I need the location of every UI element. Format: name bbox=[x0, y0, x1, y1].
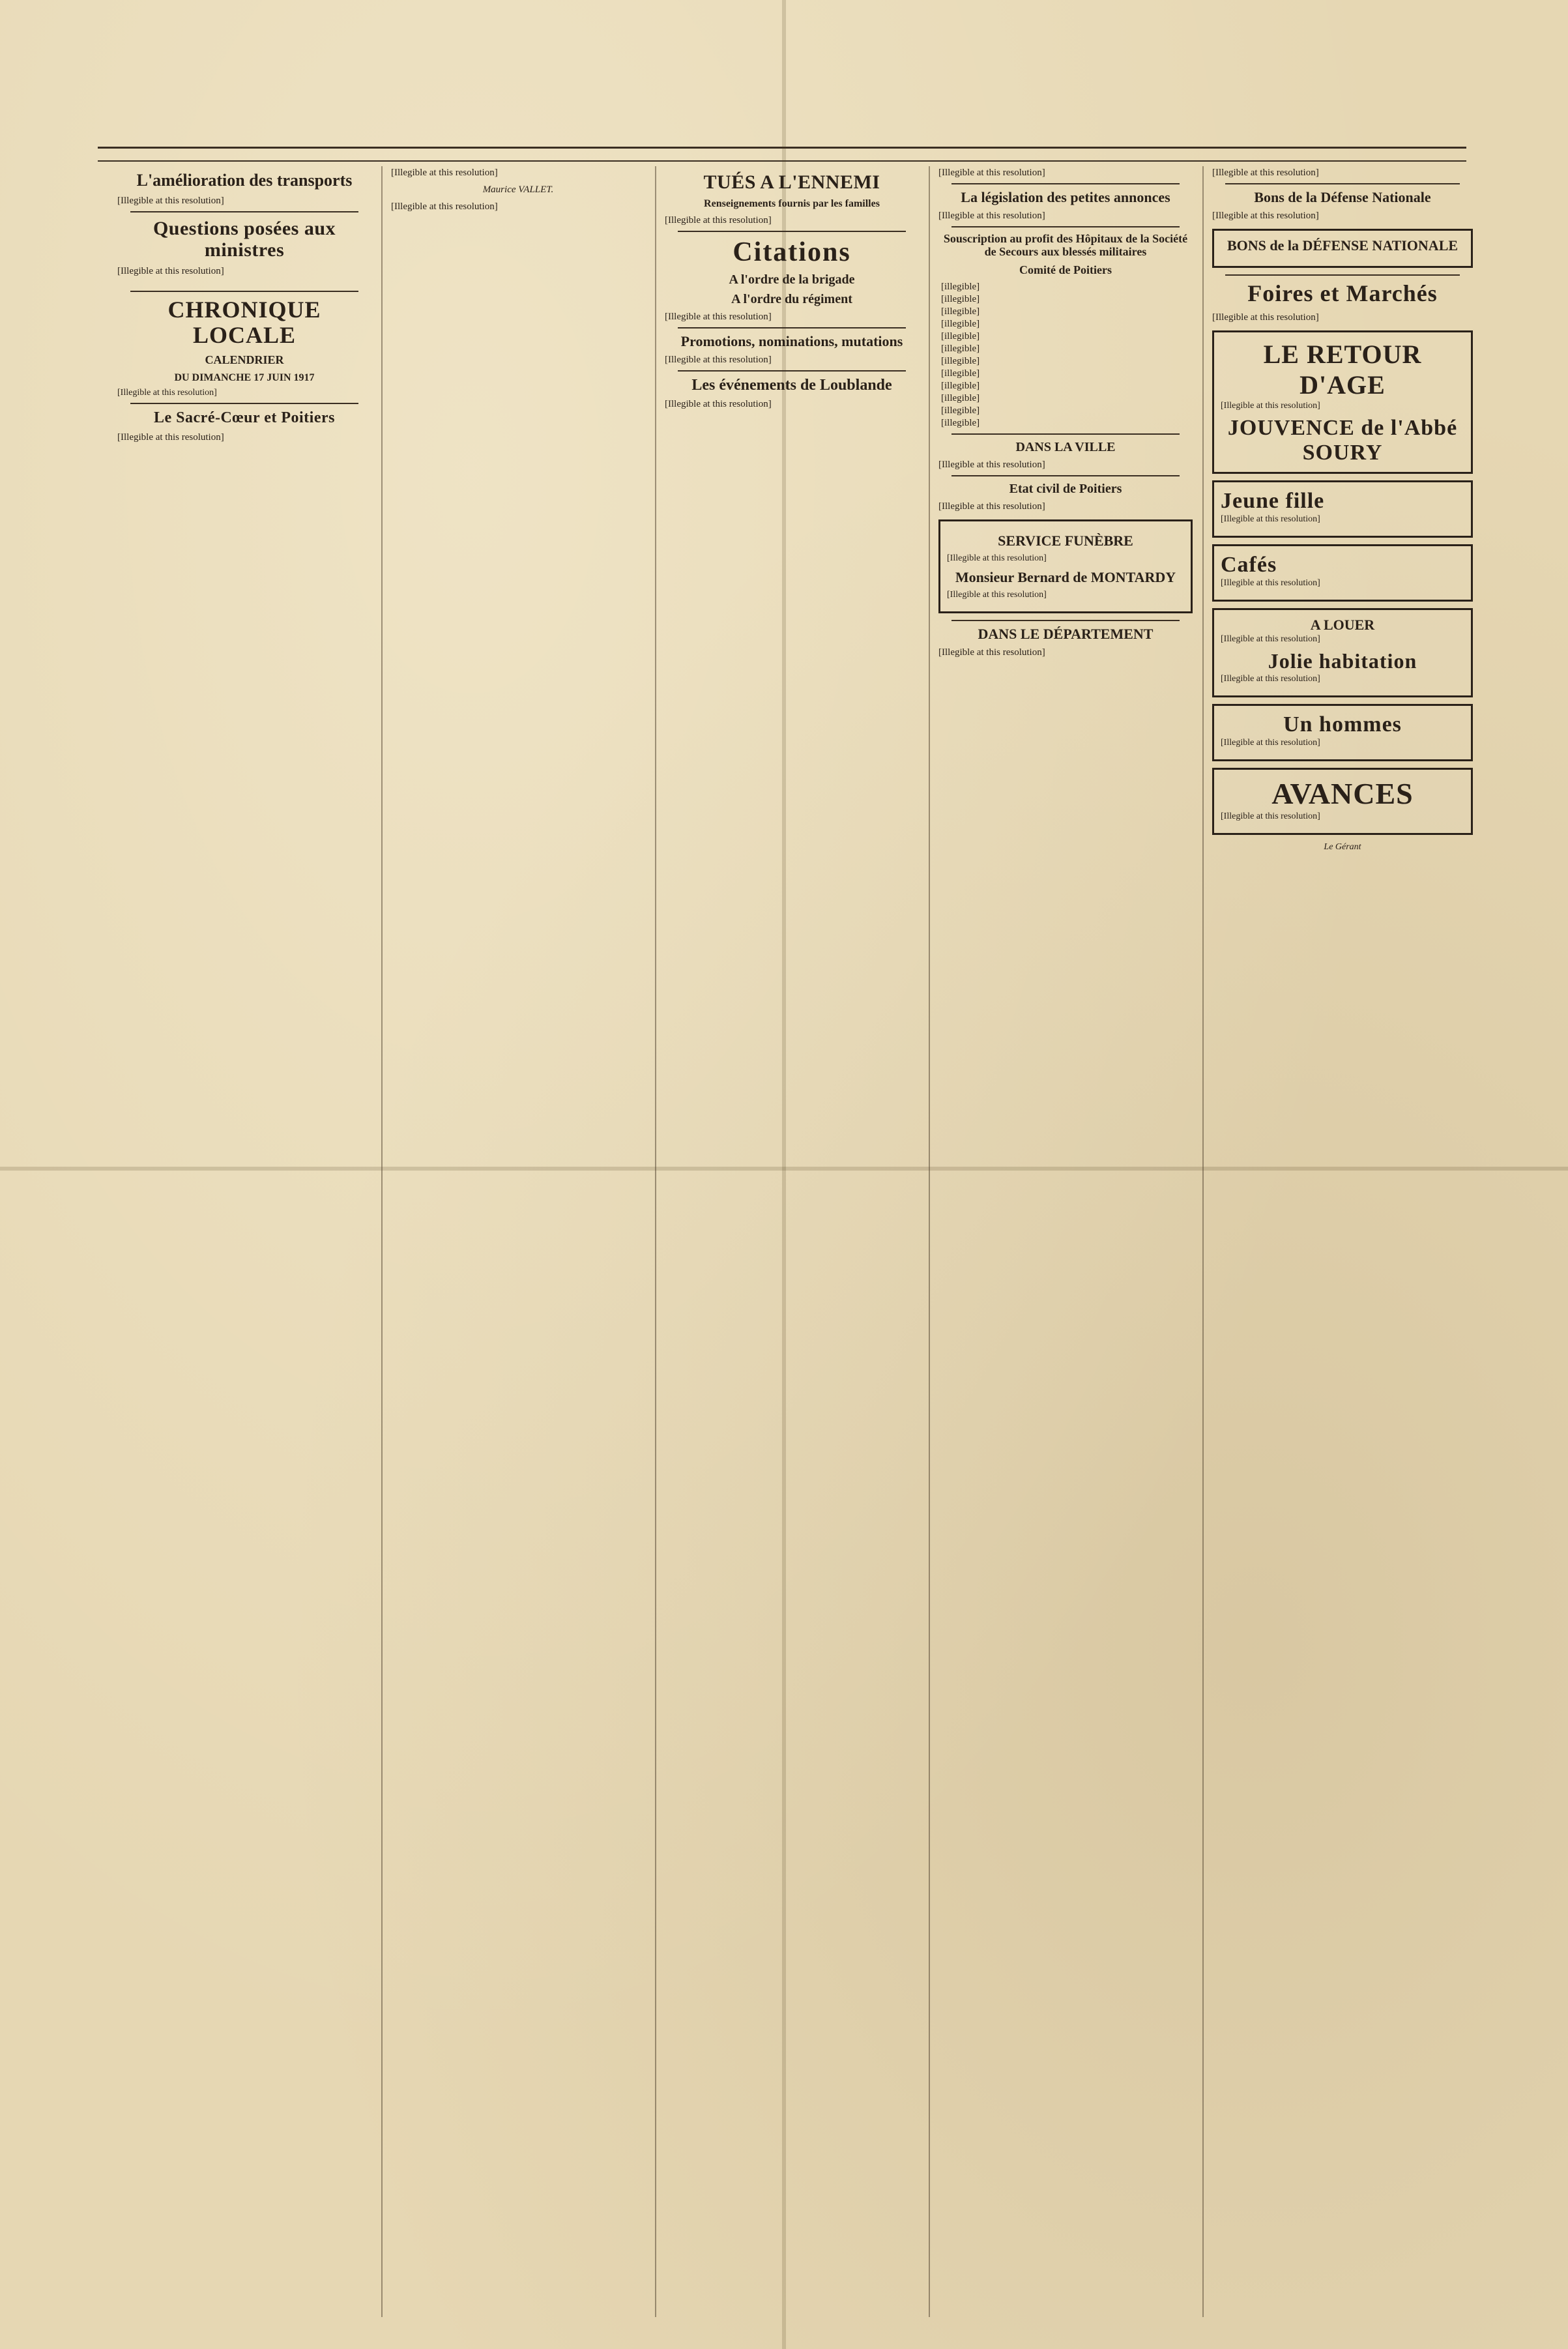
ad-avances-title: AVANCES bbox=[1271, 776, 1414, 810]
table-row bbox=[938, 306, 1193, 318]
table-row bbox=[938, 368, 1193, 380]
row-name: [illegible] bbox=[941, 405, 980, 416]
calendar-text: [Illegible at this resolution] bbox=[117, 388, 217, 398]
divider bbox=[951, 433, 1180, 435]
row-amount bbox=[1165, 330, 1193, 343]
ad-jeune-fille-title: Jeune fille bbox=[1221, 488, 1325, 513]
divider bbox=[678, 327, 906, 328]
table-row bbox=[938, 417, 1193, 430]
calendar-date: DU DIMANCHE 17 JUIN 1917 bbox=[174, 372, 315, 383]
table-row bbox=[938, 392, 1193, 405]
row-amount bbox=[1165, 306, 1193, 318]
row-amount bbox=[1165, 368, 1193, 380]
footnote-text: [Illegible at this resolution] bbox=[391, 201, 498, 212]
table-row bbox=[938, 405, 1193, 417]
tues-title: TUÉS A L'ENNEMI bbox=[703, 171, 880, 193]
ad-a-louer-body: [Illegible at this resolution] bbox=[1221, 634, 1320, 644]
column-1 bbox=[117, 166, 371, 2317]
ad-un-hommes bbox=[1212, 704, 1473, 761]
signature: Maurice VALLET. bbox=[482, 184, 554, 195]
divider bbox=[951, 475, 1180, 476]
tues-subtitle: Renseignements fournis par les familles bbox=[704, 198, 880, 209]
citations-title: Citations bbox=[733, 237, 851, 267]
ad-retour-dage bbox=[1212, 330, 1473, 474]
ad-un-hommes-title: Un hommes bbox=[1283, 712, 1402, 737]
etat-civil-title: Etat civil de Poitiers bbox=[1009, 481, 1122, 496]
calendar-label: CALENDRIER bbox=[205, 353, 284, 366]
souscription-title: Souscription au profit des Hôpitaux de la Société de Secours aux blessés militaires bbox=[943, 232, 1188, 258]
article-transports-text: [Illegible at this resolution] bbox=[117, 195, 224, 206]
ad-avances bbox=[1212, 768, 1473, 835]
souscription-table bbox=[938, 281, 1193, 430]
row-amount bbox=[1165, 380, 1193, 392]
divider bbox=[130, 403, 358, 404]
loublande-text: [Illegible at this resolution] bbox=[665, 399, 772, 410]
etat-civil-text: [Illegible at this resolution] bbox=[938, 501, 1045, 512]
row-amount bbox=[1165, 343, 1193, 355]
row-name: [illegible] bbox=[941, 293, 980, 304]
ad-cafes-title: Cafés bbox=[1221, 552, 1277, 577]
bons-title: Bons de la Défense Nationale bbox=[1254, 189, 1431, 205]
divider bbox=[130, 211, 358, 212]
brigade-title: A l'ordre de la brigade bbox=[729, 272, 855, 287]
ad-retour-dage-title: LE RETOUR D'AGE bbox=[1263, 339, 1422, 400]
tues-text: [Illegible at this resolution] bbox=[665, 214, 772, 226]
table-row bbox=[938, 318, 1193, 330]
columns bbox=[117, 166, 1473, 2317]
table-row bbox=[938, 281, 1193, 293]
ad-retour-dage-body: [Illegible at this resolution] bbox=[1221, 400, 1320, 411]
row-amount bbox=[1165, 405, 1193, 417]
row-amount bbox=[1165, 293, 1193, 306]
dans-ville-title: DANS LA VILLE bbox=[1015, 439, 1116, 454]
bons-text: [Illegible at this resolution] bbox=[1212, 211, 1319, 222]
ad-avances-body: [Illegible at this resolution] bbox=[1221, 811, 1320, 821]
chronique-locale-title: CHRONIQUE LOCALE bbox=[167, 296, 321, 349]
service-funebre-text: [Illegible at this resolution] bbox=[947, 589, 1047, 600]
row-amount bbox=[1165, 281, 1193, 293]
column-4-top-text: [Illegible at this resolution] bbox=[938, 168, 1045, 178]
row-name: [illegible] bbox=[941, 281, 980, 292]
column-5-top-text: [Illegible at this resolution] bbox=[1212, 168, 1319, 178]
row-name: [illegible] bbox=[941, 343, 980, 354]
table-row bbox=[938, 355, 1193, 368]
page-footer: Le Gérant bbox=[1324, 841, 1361, 852]
promotions-text: [Illegible at this resolution] bbox=[665, 354, 772, 365]
column-rule bbox=[929, 166, 930, 2317]
table-row bbox=[938, 330, 1193, 343]
service-funebre-name: Monsieur Bernard de MONTARDY bbox=[955, 568, 1176, 585]
ad-jeune-fille bbox=[1212, 480, 1473, 538]
row-name: [illegible] bbox=[941, 380, 980, 391]
sacre-coeur-text: [Illegible at this resolution] bbox=[117, 431, 224, 443]
service-funebre-box bbox=[938, 519, 1193, 613]
row-name: [illegible] bbox=[941, 330, 980, 342]
row-amount bbox=[1165, 318, 1193, 330]
foires-title: Foires et Marchés bbox=[1247, 280, 1438, 307]
service-funebre-line: [Illegible at this resolution] bbox=[947, 553, 1047, 563]
divider bbox=[951, 226, 1180, 227]
row-amount bbox=[1165, 355, 1193, 368]
ad-cafes bbox=[1212, 544, 1473, 602]
ad-un-hommes-body: [Illegible at this resolution] bbox=[1221, 737, 1320, 748]
row-name: [illegible] bbox=[941, 368, 980, 379]
column-5 bbox=[1212, 166, 1473, 2317]
divider bbox=[1225, 274, 1460, 276]
column-3 bbox=[665, 166, 919, 2317]
divider bbox=[951, 183, 1180, 184]
ad-cafes-body: [Illegible at this resolution] bbox=[1221, 577, 1320, 588]
loublande-title: Les événements de Loublande bbox=[691, 376, 892, 394]
column-rule bbox=[655, 166, 656, 2317]
row-name: [illegible] bbox=[941, 318, 980, 329]
ad-a-louer bbox=[1212, 608, 1473, 697]
bons-table-box bbox=[1212, 229, 1473, 268]
table-row bbox=[938, 293, 1193, 306]
divider bbox=[1225, 183, 1460, 184]
article-questions-text: [Illegible at this resolution] bbox=[117, 265, 224, 276]
ad-jeune-fille-body: [Illegible at this resolution] bbox=[1221, 514, 1320, 524]
service-funebre-title: SERVICE FUNÈBRE bbox=[998, 532, 1133, 549]
legislation-title: La législation des petites annonces bbox=[961, 189, 1170, 205]
comite-title: Comité de Poitiers bbox=[1019, 263, 1112, 276]
ad-jolie-habitation-title: Jolie habitation bbox=[1268, 649, 1417, 673]
column-rule bbox=[381, 166, 383, 2317]
ad-a-louer-title: A LOUER bbox=[1310, 616, 1375, 633]
row-name: [illegible] bbox=[941, 355, 980, 366]
column-rule bbox=[1202, 166, 1204, 2317]
departement-text: [Illegible at this resolution] bbox=[938, 647, 1045, 658]
citations-text: [Illegible at this resolution] bbox=[665, 311, 772, 322]
headline-questions: Questions posées aux ministres bbox=[152, 217, 336, 261]
table-row bbox=[938, 380, 1193, 392]
divider bbox=[951, 620, 1180, 621]
bons-table-title: BONS de la DÉFENSE NATIONALE bbox=[1227, 237, 1459, 254]
promotions-title: Promotions, nominations, mutations bbox=[680, 332, 903, 349]
headline-transports: L'amélioration des transports bbox=[136, 171, 353, 190]
divider bbox=[130, 291, 358, 292]
divider bbox=[678, 370, 906, 372]
table-row bbox=[938, 343, 1193, 355]
legislation-text: [Illegible at this resolution] bbox=[938, 211, 1045, 222]
row-amount bbox=[1165, 392, 1193, 405]
foires-text: [Illegible at this resolution] bbox=[1212, 312, 1319, 323]
row-name: [illegible] bbox=[941, 417, 980, 428]
sacre-coeur-title: Le Sacré-Cœur et Poitiers bbox=[154, 409, 335, 427]
row-amount bbox=[1165, 417, 1193, 430]
regiment-title: A l'ordre du régiment bbox=[731, 291, 852, 306]
departement-title: DANS LE DÉPARTEMENT bbox=[978, 625, 1154, 642]
divider bbox=[678, 231, 906, 232]
column-2-text: [Illegible at this resolution] bbox=[391, 168, 498, 178]
ad-jouvence-title: JOUVENCE de l'Abbé SOURY bbox=[1227, 415, 1458, 465]
column-2 bbox=[391, 166, 645, 2317]
dans-ville-text: [Illegible at this resolution] bbox=[938, 459, 1045, 470]
row-name: [illegible] bbox=[941, 306, 980, 317]
row-name: [illegible] bbox=[941, 392, 980, 403]
ad-jolie-habitation-body: [Illegible at this resolution] bbox=[1221, 673, 1320, 684]
column-4 bbox=[938, 166, 1193, 2317]
